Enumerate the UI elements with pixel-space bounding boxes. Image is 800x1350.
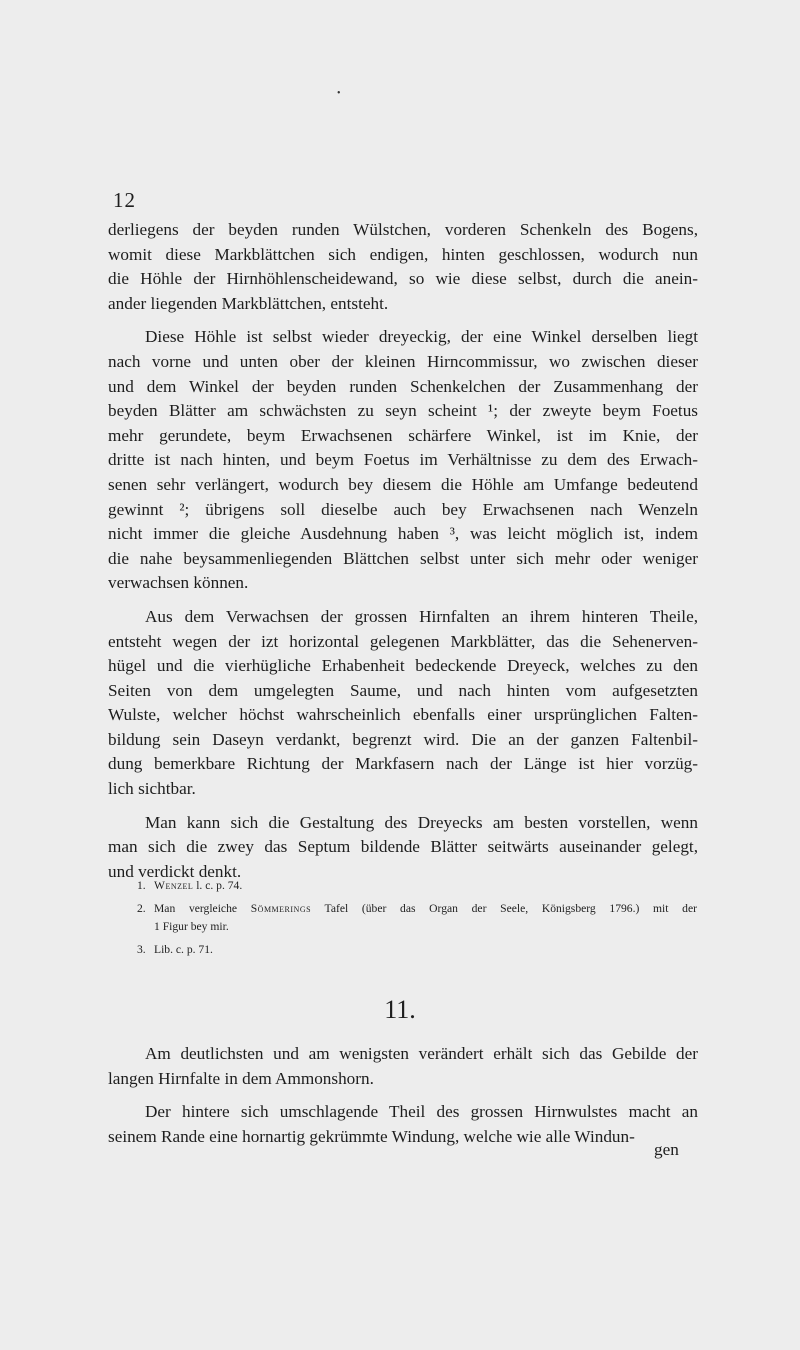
text-line: Diese Höhle ist selbst wieder dreyeckig, der eine Winkel derselben liegt [145,327,698,347]
paragraph [108,811,698,885]
text-line: dung bemerkbare Richtung der Markfasern nach der Länge ist hier vorzüg- [108,754,698,774]
text-line: senen sehr verlängert, wodurch bey diesem die Höhle am Umfange bedeutend [108,474,698,494]
footnote-text: Tafel (über das Organ der Seele, Königsberg 1796.) mit der [324,902,697,915]
text-line: seinem Rande eine hornartig gekrümmte Windung, welche wie alle Windun- [108,1126,635,1146]
text-line: die Höhle der Hirnhöhlenscheidewand, so wie diese selbst, durch die anein- [108,269,698,289]
text-line: Der hintere sich umschlagende Theil des grossen Hirnwulstes macht an [145,1102,698,1122]
footnote-number: 2. [137,902,146,915]
footnote-prefix: Man vergleiche [154,902,238,915]
footnote-line [154,918,697,936]
text-line: Am deutlichsten und am wenigsten verändert erhält sich das Gebilde der [145,1044,698,1063]
footnote [137,900,697,936]
paragraph [108,325,698,596]
footnote-text: l. c. p. 74. [196,879,243,892]
page-number: 12 [113,188,136,212]
text-line: man sich die zwey das Septum bildende Blätter seitwärts auseinander gelegt, [108,837,698,857]
text-line: Seiten von dem umgelegten Saume, und nach hinten vom aufgesetzten [108,680,698,700]
text-line: verwachsen können. [108,573,249,593]
footnote-text: 1 Figur bey mir. [154,920,229,933]
text-line: hügel und die vierhügliche Erhabenheit bedeckende Dreyeck, welches zu den [108,656,698,676]
text-line: Aus dem Verwachsen der grossen Hirnfalten an ihrem hinteren Theile, [145,606,698,626]
text-line: nicht immer die gleiche Ausdehnung haben ³, was leicht möglich ist, indem [108,524,698,544]
paragraph [108,1042,698,1091]
footnotes [137,877,697,964]
paragraph [108,218,698,316]
paragraph [108,605,698,802]
paragraph [108,1100,698,1149]
text-line: derliegens der beyden runden Wülstchen, vorderen Schenkeln des Bogens, [108,220,698,239]
footnote-author: Sömmerings [250,902,312,915]
text-line: womit diese Markblättchen sich endigen, hinten geschlossen, wodurch nun [108,244,698,264]
ink-speck: • [337,88,341,99]
footnote-line [154,941,697,959]
footnote-line [154,900,697,918]
text-line: langen Hirnfalte in dem Ammonshorn. [108,1068,374,1088]
footnote-text: Lib. c. p. 71. [154,943,213,956]
second-text-section [108,1042,698,1158]
footnote [137,941,697,959]
text-line: lich sichtbar. [108,779,196,799]
text-line: mehr gerundete, beym Erwachsenen schärfere Winkel, ist im Knie, der [108,425,698,445]
text-line: bildung sein Daseyn verdankt, begrenzt wird. Die an der ganzen Faltenbil- [108,729,698,749]
footnote [137,877,697,895]
text-line: Man kann sich die Gestaltung des Dreyecks am besten vorstellen, wenn [145,812,698,832]
text-line: und dem Winkel der beyden runden Schenkelchen der Zusammenhang der [108,376,698,396]
text-line: nach vorne und unten ober der kleinen Hirncommissur, wo zwischen dieser [108,351,698,371]
text-line: beyden Blätter am schwächsten zu seyn scheint ¹; der zweyte beym Foetus [108,401,698,421]
footnote-number: 1. [137,879,146,892]
catchword: gen [654,1140,679,1159]
text-line: Wulste, welcher höchst wahrscheinlich ebenfalls einer ursprünglichen Falten- [108,705,698,725]
footnote-number: 3. [137,943,146,956]
text-line: die nahe beysammenliegenden Blättchen selbst unter sich mehr oder weniger [108,548,698,568]
text-line: entsteht wegen der izt horizontal gelegenen Markblätter, das die Sehenerven- [108,631,698,651]
text-line: dritte ist nach hinten, und beym Foetus im Verhältnisse zu dem des Erwach- [108,450,698,470]
text-line: gewinnt ²; übrigens soll dieselbe auch bey Erwachsenen nach Wenzeln [108,499,698,519]
main-text-section [108,218,698,893]
section-heading: 11. [384,995,416,1024]
footnote-author: Wenzel [154,879,194,892]
text-line: ander liegenden Markblättchen, entsteht. [108,293,389,313]
footnote-line [154,877,697,895]
text-line: und verdickt denkt. [108,861,242,881]
